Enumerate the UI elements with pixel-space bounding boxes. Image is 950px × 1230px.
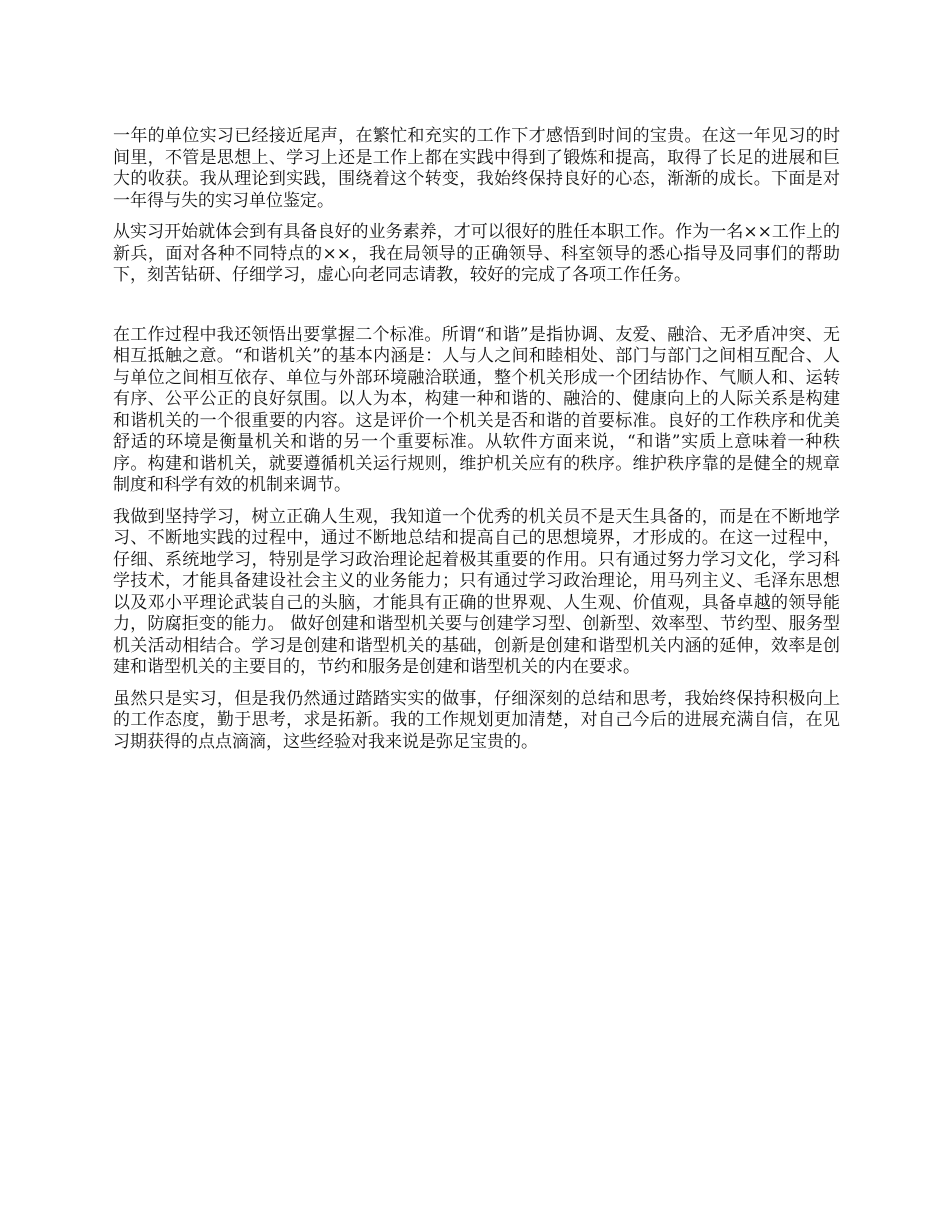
paragraph-4: 我做到坚持学习，树立正确人生观，我知道一个优秀的机关员不是天生具备的，而是在不断地学习、不断地实践的过程中，通过不断地总结和提高自己的思想境界，才形成的。在这一过程中，仔细、系统地学习，特别是学习政治理论起着极其重要的作用。只有通过努力学习文化，学习科学技术，才能具备建设社会主义的业务能力；只有通过学习政治理论，用马列主义、毛泽东思想以及邓小平理论武装自己的头脑，才能具有正确的世界观、人生观、价值观，具备卓越的领导能力，防腐拒变的能力。 做好创建和谐型机关要与创建学习型、创新型、效率型、节约型、服务型机关活动相结合。学习是创建和谐型机关的基础，创新是创建和谐型机关内涵的延伸，效率是创建和谐型机关的主要目的，节约和服务是创建和谐型机关的内在要求。 <box>113 506 840 677</box>
paragraph-5: 虽然只是实习，但是我仍然通过踏踏实实的做事，仔细深刻的总结和思考，我始终保持积极向上的工作态度，勤于思考，求是拓新。我的工作规划更加清楚，对自己今后的进展充满自信，在见习期获得的点点滴滴，这些经验对我来说是弥足宝贵的。 <box>113 688 840 752</box>
paragraph-2: 从实习开始就体会到有具备良好的业务素养，才可以很好的胜任本职工作。作为一名××工作上的新兵，面对各种不同特点的××，我在局领导的正确领导、科室领导的悉心指导及同事们的帮助下，刻苦钻研、仔细学习，虚心向老同志请教，较好的完成了各项工作任务。 <box>113 222 840 285</box>
paragraph-1: 一年的单位实习已经接近尾声，在繁忙和充实的工作下才感悟到时间的宝贵。在这一年见习的时间里，不管是思想上、学习上还是工作上都在实践中得到了锻炼和提高，取得了长足的进展和巨大的收获。我从理论到实践，围绕着这个转变，我始终保持良好的心态，渐渐的成长。下面是对一年得与失的实习单位鉴定。 <box>113 126 840 211</box>
document-body <box>113 126 840 763</box>
paragraph-3: 在工作过程中我还领悟出要掌握二个标准。所谓“和谐”是指协调、友爱、融洽、无矛盾冲突、无相互抵触之意。“和谐机关”的基本内涵是：人与人之间和睦相处、部门与部门之间相互配合、人与单位之间相互依存、单位与外部环境融洽联通，整个机关形成一个团结协作、气顺人和、运转有序、公平公正的良好氛围。以人为本，构建一种和谐的、融洽的、健康向上的人际关系是构建和谐机关的一个很重要的内容。这是评价一个机关是否和谐的首要标准。良好的工作秩序和优美舒适的环境是衡量机关和谐的另一个重要标准。从软件方面来说，“和谐”实质上意味着一种秩序。构建和谐机关，就要遵循机关运行规则，维护机关应有的秩序。维护秩序靠的是健全的规章制度和科学有效的机制来调节。 <box>113 324 840 495</box>
